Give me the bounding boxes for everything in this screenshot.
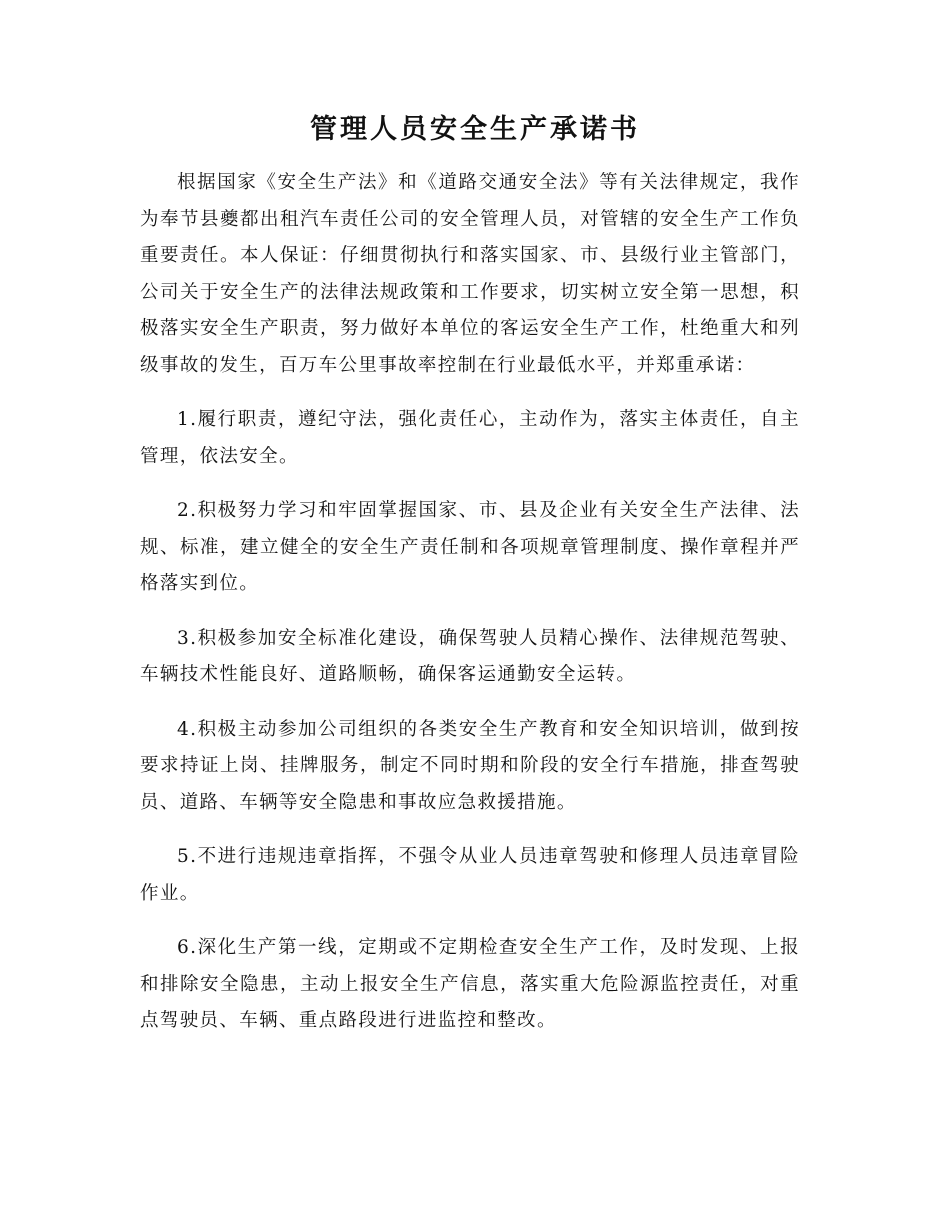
- commitment-item-2: 2.积极努力学习和牢固掌握国家、市、县及企业有关安全生产法律、法规、标准，建立健全的安全生产责任制和各项规章管理制度、操作章程并严格落实到位。: [140, 500, 800, 594]
- commitment-item-1: 1.履行职责，遵纪守法，强化责任心，主动作为，落实主体责任，自主管理，依法安全。: [140, 409, 800, 467]
- commitment-item-6: 6.深化生产第一线，定期或不定期检查安全生产工作，及时发现、上报和排除安全隐患，主动上报安全生产信息，落实重大危险源监控责任，对重点驾驶员、车辆、重点路段进行进监控和整改。: [140, 937, 800, 1031]
- document-body: [140, 165, 800, 1040]
- commitment-item-3: 3.积极参加安全标准化建设，确保驾驶人员精心操作、法律规范驾驶、车辆技术性能良好、道路顺畅，确保客运通勤安全运转。: [140, 627, 800, 685]
- commitment-item-4: 4.积极主动参加公司组织的各类安全生产教育和安全知识培训，做到按要求持证上岗、挂牌服务，制定不同时期和阶段的安全行车措施，排查驾驶员、道路、车辆等安全隐患和事故应急救援措施。: [140, 718, 800, 813]
- document-title: 管理人员安全生产承诺书: [310, 114, 640, 145]
- commitment-item-5: 5.不进行违规违章指挥，不强令从业人员违章驾驶和修理人员违章冒险作业。: [140, 846, 800, 904]
- intro-paragraph: 根据国家《安全生产法》和《道路交通安全法》等有关法律规定，我作为奉节县夔都出租汽车责任公司的安全管理人员，对管辖的安全生产工作负重要责任。本人保证：仔细贯彻执行和落实国家、市、县级行业主管部门，公司关于安全生产的法律法规政策和工作要求，切实树立安全第一思想，积极落实安全生产职责，努力做好本单位的客运安全生产工作，杜绝重大和列级事故的发生，百万车公里事故率控制在行业最低水平，并郑重承诺：: [140, 172, 800, 376]
